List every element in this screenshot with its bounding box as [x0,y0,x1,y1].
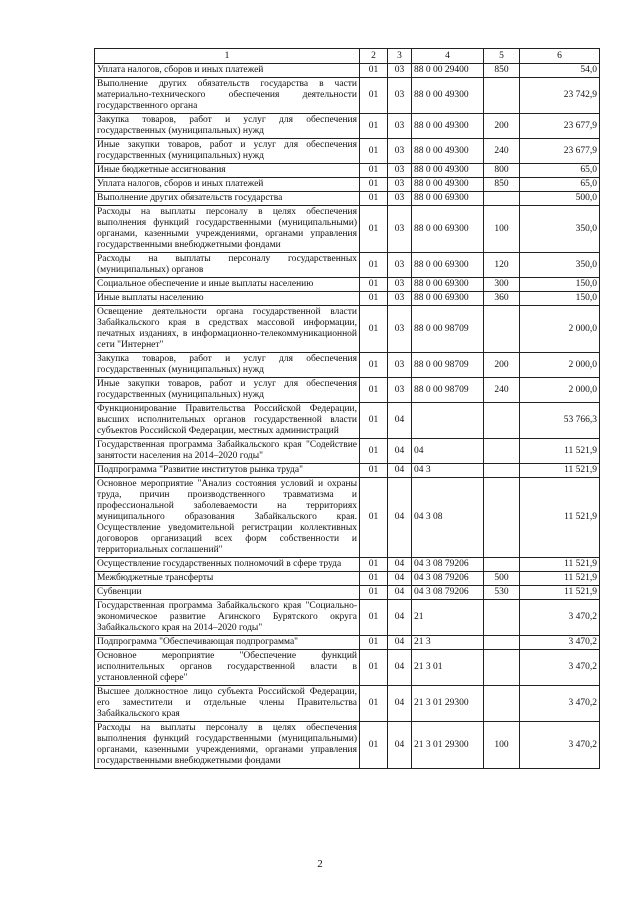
row-name: Освещение деятельности органа государственной власти Забайкальского края в средствах массовой информации, печатных изданиях, в информационно-телекоммуникационной сети "Интернет" [95,306,360,353]
row-amount: 350,0 [520,206,600,253]
row-name: Расходы на выплаты персоналу в целях обеспечения выполнения функций государственными (муниципальными) органами, казенными учреждениями, органами управления государственными внебюджетными фондами [95,206,360,253]
column-header: 6 [520,49,600,64]
row-subsection: 03 [388,114,412,139]
column-header: 1 [95,49,360,64]
row-target-code: 21 3 01 [412,650,484,686]
row-target-code: 21 3 [412,636,484,650]
row-expense-type: 240 [484,378,520,403]
table-row [95,478,600,558]
row-expense-type [484,558,520,572]
row-section: 01 [360,478,388,558]
row-amount: 65,0 [520,164,600,178]
row-amount: 150,0 [520,292,600,306]
row-target-code: 88 0 00 69300 [412,278,484,292]
row-name: Иные выплаты населению [95,292,360,306]
row-subsection: 04 [388,650,412,686]
row-amount: 2 000,0 [520,353,600,378]
table-row [95,686,600,722]
row-name: Государственная программа Забайкальского края "Содействие занятости населения на 2014–2020 годы" [95,439,360,464]
row-section: 01 [360,686,388,722]
row-subsection: 03 [388,78,412,114]
row-section: 01 [360,78,388,114]
row-target-code: 88 0 00 49300 [412,164,484,178]
row-name: Закупка товаров, работ и услуг для обеспечения государственных (муниципальных) нужд [95,353,360,378]
row-expense-type: 530 [484,586,520,600]
row-name: Функционирование Правительства Российской Федерации, высших исполнительных органов государственной власти субъектов Российской Федерации, местных администраций [95,403,360,439]
table-row [95,572,600,586]
row-section: 01 [360,464,388,478]
row-amount: 11 521,9 [520,464,600,478]
row-subsection: 03 [388,192,412,206]
table-header-row [95,49,600,64]
row-subsection: 04 [388,439,412,464]
row-expense-type: 200 [484,114,520,139]
row-subsection: 03 [388,139,412,164]
row-subsection: 03 [388,306,412,353]
row-name: Основное мероприятие "Обеспечение функций исполнительных органов государственной власти в установленной сфере" [95,650,360,686]
table-row [95,164,600,178]
row-target-code: 88 0 00 98709 [412,306,484,353]
row-subsection: 03 [388,206,412,253]
table-row [95,64,600,78]
table-row [95,353,600,378]
row-subsection: 03 [388,292,412,306]
row-expense-type: 500 [484,572,520,586]
row-target-code: 88 0 00 69300 [412,292,484,306]
row-amount: 23 742,9 [520,78,600,114]
table-row [95,439,600,464]
table-row [95,139,600,164]
row-name: Выполнение других обязательств государства [95,192,360,206]
row-amount: 11 521,9 [520,586,600,600]
row-expense-type [484,600,520,636]
row-amount: 53 766,3 [520,403,600,439]
row-subsection: 04 [388,464,412,478]
row-expense-type [484,306,520,353]
row-amount: 54,0 [520,64,600,78]
table-row [95,636,600,650]
row-amount: 2 000,0 [520,306,600,353]
budget-table [94,48,600,769]
row-section: 01 [360,636,388,650]
row-section: 01 [360,650,388,686]
row-amount: 3 470,2 [520,600,600,636]
row-target-code: 04 [412,439,484,464]
row-section: 01 [360,403,388,439]
row-section: 01 [360,178,388,192]
row-subsection: 03 [388,378,412,403]
column-header: 3 [388,49,412,64]
row-subsection: 04 [388,572,412,586]
row-name: Уплата налогов, сборов и иных платежей [95,178,360,192]
row-expense-type: 100 [484,722,520,769]
row-subsection: 04 [388,558,412,572]
table-row [95,78,600,114]
row-expense-type: 850 [484,64,520,78]
table-row [95,206,600,253]
page-number: 2 [317,858,323,870]
row-section: 01 [360,139,388,164]
table-row [95,278,600,292]
row-target-code: 88 0 00 69300 [412,206,484,253]
row-section: 01 [360,206,388,253]
row-target-code: 88 0 00 49300 [412,178,484,192]
row-expense-type: 800 [484,164,520,178]
row-section: 01 [360,253,388,278]
row-section: 01 [360,439,388,464]
row-amount: 150,0 [520,278,600,292]
row-subsection: 04 [388,586,412,600]
row-name: Расходы на выплаты персоналу государственных (муниципальных) органов [95,253,360,278]
row-amount: 65,0 [520,178,600,192]
row-target-code: 88 0 00 49300 [412,139,484,164]
row-name: Субвенции [95,586,360,600]
table-row [95,114,600,139]
row-expense-type [484,478,520,558]
row-section: 01 [360,586,388,600]
table-row [95,600,600,636]
row-subsection: 03 [388,353,412,378]
row-expense-type: 360 [484,292,520,306]
row-section: 01 [360,600,388,636]
row-target-code: 04 3 08 79206 [412,586,484,600]
row-amount: 11 521,9 [520,439,600,464]
row-expense-type [484,403,520,439]
row-name: Основное мероприятие "Анализ состояния условий и охраны труда, причин производственного травматизма и профессиональной заболеваемости на территориях муниципального образования Забайкальского края. Осуществление уведомительной регистрации коллективных договоров организаций всех форм собственности и территориальных соглашений" [95,478,360,558]
row-name: Подпрограмма "Развитие институтов рынка труда" [95,464,360,478]
table-row [95,253,600,278]
row-expense-type: 300 [484,278,520,292]
row-section: 01 [360,292,388,306]
row-subsection: 04 [388,478,412,558]
row-target-code: 21 3 01 29300 [412,686,484,722]
column-header: 2 [360,49,388,64]
row-target-code: 88 0 00 29400 [412,64,484,78]
row-expense-type: 100 [484,206,520,253]
row-target-code: 04 3 08 79206 [412,558,484,572]
table-row [95,292,600,306]
row-target-code: 88 0 00 69300 [412,253,484,278]
row-expense-type [484,464,520,478]
row-target-code: 88 0 00 49300 [412,114,484,139]
row-section: 01 [360,164,388,178]
row-subsection: 03 [388,178,412,192]
row-name: Выполнение других обязательств государства в части материально-технического обеспечения деятельности государственного органа [95,78,360,114]
row-subsection: 04 [388,403,412,439]
row-section: 01 [360,306,388,353]
table-row [95,464,600,478]
row-expense-type: 850 [484,178,520,192]
table-body [95,64,600,769]
row-target-code: 88 0 00 69300 [412,192,484,206]
row-expense-type [484,439,520,464]
row-section: 01 [360,64,388,78]
row-section: 01 [360,278,388,292]
row-amount: 23 677,9 [520,139,600,164]
row-section: 01 [360,378,388,403]
row-target-code: 88 0 00 98709 [412,353,484,378]
row-name: Закупка товаров, работ и услуг для обеспечения государственных (муниципальных) нужд [95,114,360,139]
row-name: Государственная программа Забайкальского края "Социально-экономическое развитие Агинского Бурятского округа Забайкальского края на 2014–2020 годы" [95,600,360,636]
table-row [95,378,600,403]
row-section: 01 [360,572,388,586]
table-row [95,178,600,192]
column-header: 4 [412,49,484,64]
row-amount: 2 000,0 [520,378,600,403]
row-amount: 11 521,9 [520,478,600,558]
row-subsection: 03 [388,253,412,278]
row-subsection: 04 [388,686,412,722]
row-amount: 3 470,2 [520,650,600,686]
row-target-code: 04 3 08 79206 [412,572,484,586]
row-amount: 11 521,9 [520,558,600,572]
row-expense-type: 120 [484,253,520,278]
row-amount: 3 470,2 [520,686,600,722]
row-target-code: 04 3 08 [412,478,484,558]
row-amount: 500,0 [520,192,600,206]
table-row [95,558,600,572]
row-name: Подпрограмма "Обеспечивающая подпрограмма" [95,636,360,650]
row-amount: 3 470,2 [520,722,600,769]
table-row [95,650,600,686]
row-name: Иные закупки товаров, работ и услуг для обеспечения государственных (муниципальных) нужд [95,378,360,403]
row-name: Социальное обеспечение и иные выплаты населению [95,278,360,292]
row-section: 01 [360,114,388,139]
row-section: 01 [360,558,388,572]
row-name: Осуществление государственных полномочий в сфере труда [95,558,360,572]
row-expense-type: 240 [484,139,520,164]
row-subsection: 04 [388,600,412,636]
row-name: Межбюджетные трансферты [95,572,360,586]
table-row [95,722,600,769]
row-name: Иные закупки товаров, работ и услуг для обеспечения государственных (муниципальных) нужд [95,139,360,164]
row-target-code: 88 0 00 49300 [412,78,484,114]
row-amount: 350,0 [520,253,600,278]
row-name: Высшее должностное лицо субъекта Российской Федерации, его заместители и отдельные члены Правительства Забайкальского края [95,686,360,722]
row-section: 01 [360,192,388,206]
row-name: Уплата налогов, сборов и иных платежей [95,64,360,78]
row-subsection: 04 [388,636,412,650]
row-name: Иные бюджетные ассигнования [95,164,360,178]
table-row [95,403,600,439]
row-expense-type [484,636,520,650]
row-amount: 23 677,9 [520,114,600,139]
table-row [95,192,600,206]
row-target-code [412,403,484,439]
row-expense-type [484,78,520,114]
row-target-code: 21 3 01 29300 [412,722,484,769]
row-name: Расходы на выплаты персоналу в целях обеспечения выполнения функций государственными (муниципальными) органами, казенными учреждениями, органами управления государственными внебюджетными фондами [95,722,360,769]
row-expense-type: 200 [484,353,520,378]
row-subsection: 03 [388,164,412,178]
row-expense-type [484,686,520,722]
row-amount: 3 470,2 [520,636,600,650]
table-row [95,306,600,353]
row-target-code: 04 3 [412,464,484,478]
row-expense-type [484,192,520,206]
row-target-code: 21 [412,600,484,636]
row-subsection: 04 [388,722,412,769]
column-header: 5 [484,49,520,64]
row-subsection: 03 [388,278,412,292]
row-section: 01 [360,722,388,769]
row-section: 01 [360,353,388,378]
row-expense-type [484,650,520,686]
table-row [95,586,600,600]
row-subsection: 03 [388,64,412,78]
row-target-code: 88 0 00 98709 [412,378,484,403]
row-amount: 11 521,9 [520,572,600,586]
